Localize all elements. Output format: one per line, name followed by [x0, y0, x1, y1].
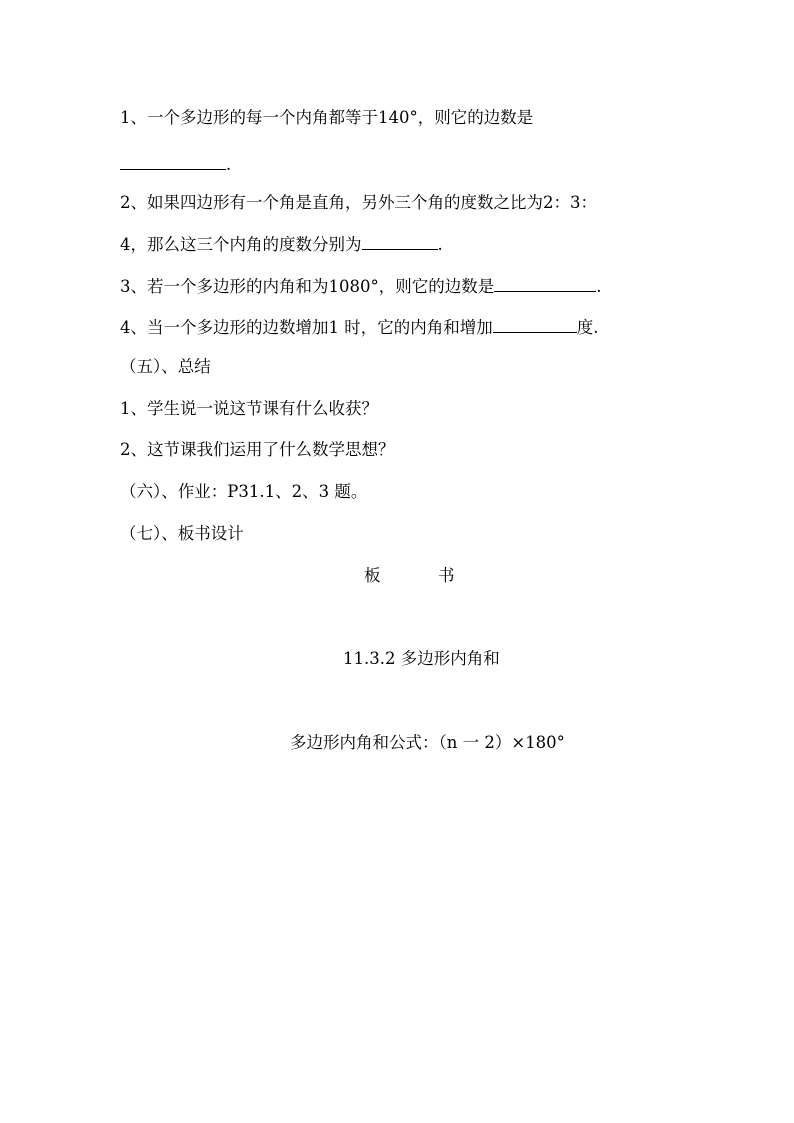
exercise-2-cont: 4，那么这三个内角的度数分别为	[120, 235, 362, 254]
exercise-4-end: 度.	[576, 318, 599, 337]
exercise-3-end: .	[596, 277, 602, 296]
summary-heading: （五）、总结	[120, 357, 211, 376]
exercise-1	[120, 108, 533, 128]
exercise-4-text: 4、当一个多边形的边数增加1 时，它的内角和增加	[120, 318, 493, 337]
board-design-heading: （七）、板书设计	[120, 524, 244, 543]
answer-blank-1[interactable]	[120, 153, 226, 170]
board-formula: 多边形内角和公式：（n 一 2）×180°	[290, 733, 565, 752]
exercise-1-text: 1、一个多边形的每一个内角都等于140°，则它的边数是	[120, 108, 534, 127]
answer-blank-4[interactable]	[493, 316, 577, 333]
board-title: 11.3.2 多边形内角和	[343, 649, 500, 668]
exercise-1-answer-line	[120, 153, 231, 175]
exercise-3-text: 3、若一个多边形的内角和为1080°，则它的边数是	[120, 277, 495, 296]
summary-item-1: 1、学生说一说这节课有什么收获？	[120, 399, 378, 418]
homework-line: （六）、作业：P31.1、2、3 题。	[120, 482, 368, 501]
exercise-2-continuation	[120, 233, 443, 255]
exercise-4	[120, 316, 599, 338]
answer-blank-3[interactable]	[494, 275, 596, 292]
answer-blank-2[interactable]	[362, 233, 438, 250]
exercise-2	[120, 193, 597, 213]
exercise-2-end: .	[437, 235, 443, 254]
board-char-1: 板	[364, 566, 381, 585]
exercise-3	[120, 275, 602, 297]
board-char-2: 书	[438, 566, 455, 585]
exercise-1-end: .	[226, 155, 232, 174]
exercise-2-text: 2、如果四边形有一个角是直角，另外三个角的度数之比为2：3：	[120, 193, 597, 212]
summary-item-2: 2、这节课我们运用了什么数学思想？	[120, 440, 395, 459]
